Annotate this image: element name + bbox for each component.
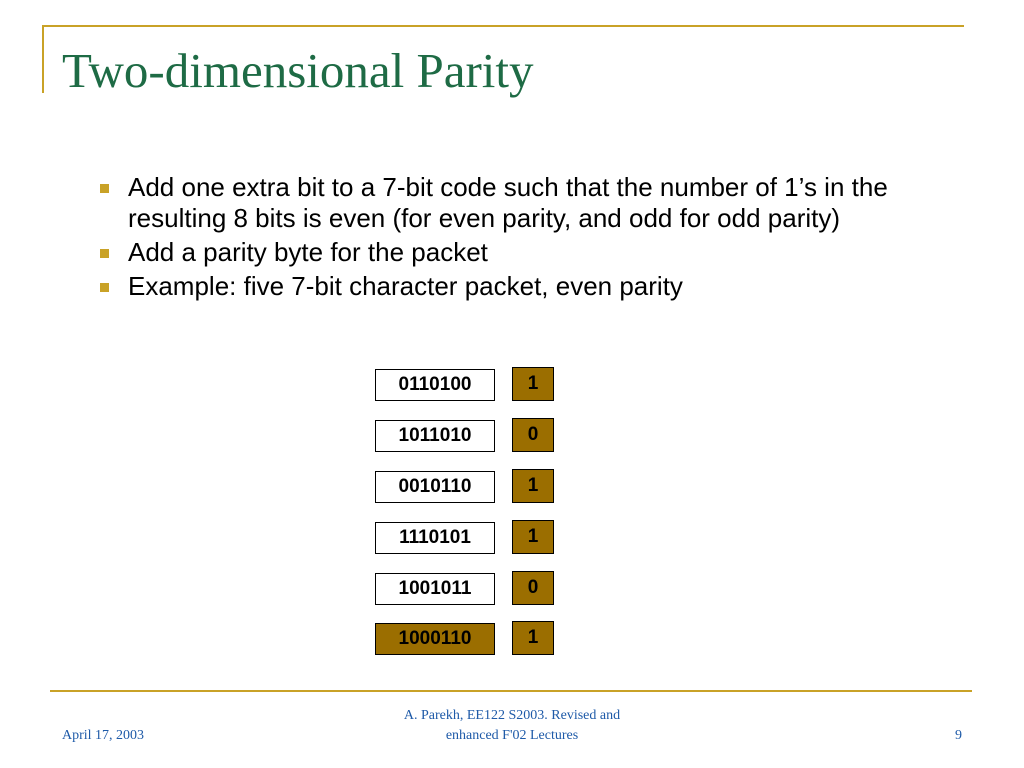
- square-bullet-icon: [100, 184, 109, 193]
- code-text: 0110100: [398, 374, 472, 395]
- parity-bit-text: 1: [527, 526, 539, 547]
- code-box: [375, 420, 495, 452]
- slide-frame-left-line: [42, 25, 44, 93]
- footer-credit-line: A. Parekh, EE122 S2003. Revised and: [403, 708, 621, 723]
- parity-bit-box: [512, 520, 554, 554]
- parity-bit-text: 1: [527, 373, 539, 394]
- parity-bit-box: [512, 571, 554, 605]
- parity-byte-text: 1000110: [398, 628, 472, 649]
- slide-title: Two-dimensional Parity: [62, 43, 534, 98]
- square-bullet-icon: [100, 249, 109, 258]
- code-text: 1011010: [398, 425, 472, 446]
- bullet-text: Add a parity byte for the packet: [128, 237, 488, 267]
- code-box: [375, 573, 495, 605]
- parity-bit-text: 1: [527, 475, 539, 496]
- parity-bit-box: [512, 367, 554, 401]
- code-text: 1110101: [399, 527, 471, 548]
- bullet-list: [98, 172, 958, 305]
- square-bullet-icon: [100, 283, 109, 292]
- parity-bit-box: [512, 418, 554, 452]
- parity-byte-box: [375, 623, 495, 655]
- bullet-text: Add one extra bit to a 7-bit code such that the number of 1’s in the resulting 8 bits is even (for even parity, and odd for odd parity): [128, 172, 888, 233]
- footer-credit: [362, 706, 662, 746]
- code-text: 1001011: [398, 578, 472, 599]
- parity-bit-box: [512, 621, 554, 655]
- parity-bit-text: 1: [527, 627, 539, 648]
- footer-credit-line: enhanced F'02 Lectures: [445, 728, 579, 743]
- page-number: 9: [955, 728, 962, 743]
- code-text: 0010110: [398, 476, 472, 497]
- parity-bit-text: 0: [527, 577, 539, 598]
- slide-frame-top-line: [42, 25, 964, 27]
- bullet-item: [98, 172, 958, 234]
- parity-bit-text: 0: [527, 424, 539, 445]
- footer-date: April 17, 2003: [62, 728, 145, 743]
- bullet-item: [98, 271, 958, 302]
- parity-bit-box: [512, 469, 554, 503]
- code-box: [375, 471, 495, 503]
- code-box: [375, 369, 495, 401]
- bullet-text: Example: five 7-bit character packet, even parity: [128, 271, 683, 301]
- footer-divider-line: [50, 690, 972, 692]
- bullet-item: [98, 237, 958, 268]
- code-box: [375, 522, 495, 554]
